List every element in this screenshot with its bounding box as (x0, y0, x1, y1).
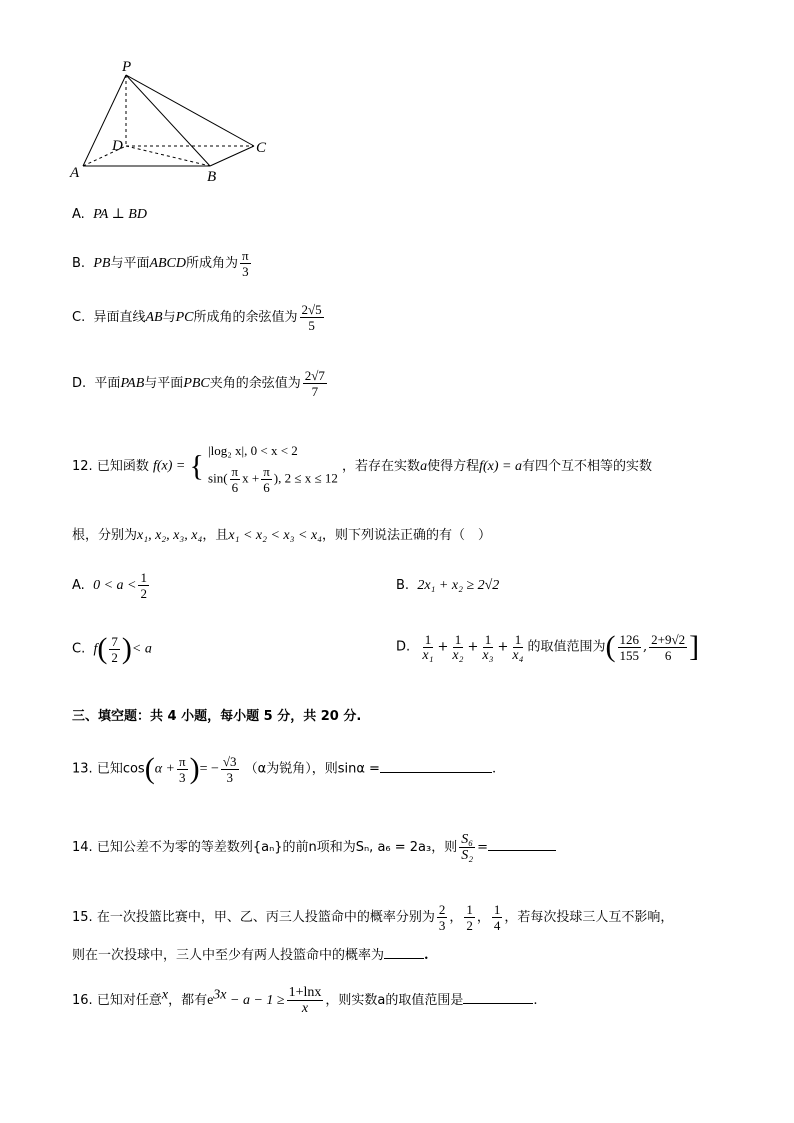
vertex-a: A (70, 165, 80, 181)
q11-option-c: C. 异面直线AB与PC所成角的余弦值为 $\frac{2√5}{5}$ (72, 302, 322, 333)
q12-option-c: C. f( $\frac{7}{2}$ )< a (72, 632, 152, 665)
fraction: $\frac{\pi}{6}$ (263, 464, 270, 495)
section-heading: 三、填空题：共 4 小题，每小题 5 分，共 20 分. (72, 709, 362, 724)
q11-option-a: A. PA ⊥ BD (72, 207, 147, 222)
fraction: $\frac{\pi}{3}$ (242, 248, 249, 279)
pyramid-figure (60, 55, 290, 190)
vertex-c: C (256, 140, 267, 156)
q11-option-d: D. 平面PAB与平面PBC夹角的余弦值为 $\frac{2√7}{7}$ (72, 368, 325, 399)
q12-option-b: B. 2x₁ + x₂ ≥ 2√2 (396, 578, 500, 593)
q16: 16. 已知对任意$^x$，都有$e^{3x} - a - 1$ ≥ $\frac{1+\ln x}{x}$ ，则实数a的取值范围是 . (72, 985, 538, 1016)
fraction: $\frac{\pi}{3}$ (179, 753, 186, 785)
fraction: $\frac{1}{2}$ (140, 570, 147, 601)
q14: 14. 已知公差不为零的等差数列{aₙ}的前n项和为Sₙ, a₆ = 2a₃，则 $\frac{\text{S₆}}{\text{S₂}}$ = (72, 832, 556, 863)
q11-option-b: B. PB与平面ABCD所成角为 $\frac{\pi}{3}$ (72, 248, 249, 279)
fraction: $\frac{7}{2}$ (111, 633, 118, 665)
q15-line2: 则在一次投球中，三人中至少有两人投篮命中的概率为 . (72, 948, 429, 963)
piecewise-cases: |log₂ x|, 0 < x < 2 sin( $\frac{\pi}{6}$ x + $\frac{\pi}{6}$ ), 2 ≤ x ≤ 12 (208, 443, 338, 495)
q12-stem: 12. 已知函数 f(x) = { |log₂ x|, 0 < x < 2 sin( $\frac{\pi}{6}$ x + $\frac{\pi}{6}$ ), 2 ≤ x ≤ 12 ，若存在实数a使得方程f(x) = a有四个互不相等的实数 (72, 438, 652, 495)
q12-stem-line2: 根，分别为x₁, x₂, x₃, x₄，且x₁ < x₂ < x₃ < x₄，则下列说法正确的有（ ） (72, 528, 492, 543)
fraction: $\frac{\pi}{6}$ (231, 464, 239, 495)
vertex-b: B (207, 169, 217, 185)
fraction: $\frac{√3}{3}$ (222, 753, 237, 785)
answer-blank[interactable] (488, 850, 556, 851)
q15: 15. 在一次投篮比赛中，甲、乙、丙三人投篮命中的概率分别为 $\frac{2}{3}$ ， $\frac{1}{2}$ ， $\frac{1}{4}$ ，若每次投球三人互不影响， (72, 902, 674, 933)
q12-option-d: D. $\frac{1}{\text{x₁}}$ + $\frac{1}{\text{x₂}}$ + $\frac{1}{\text{x₃}}$ + $\frac{1}{\text{x₄}}$ 的取值范围为( $\frac{126}{155}$ , $\frac{2+9√2}{6}$ ] (396, 630, 700, 663)
q12-option-a: A. 0 < a < $\frac{1}{2}$ (72, 570, 147, 601)
answer-blank[interactable] (463, 1003, 533, 1004)
fraction: $\frac{2√5}{5}$ (301, 302, 322, 333)
fraction: $\frac{1+\ln x}{x}$ (288, 985, 322, 1016)
vertex-p: P (122, 59, 132, 75)
q13: 13. 已知cos(α + $\frac{\pi}{3}$ )= − $\frac{√3}{3}$ （α为锐角），则sinα = . (72, 752, 497, 785)
answer-blank[interactable] (384, 958, 424, 959)
left-brace: { (189, 449, 204, 483)
vertex-d: D (112, 138, 123, 154)
fraction: $\frac{2√7}{7}$ (304, 368, 325, 399)
answer-blank[interactable] (380, 772, 492, 773)
fraction: $\frac{\text{S₆}}{\text{S₂}}$ (461, 832, 474, 863)
